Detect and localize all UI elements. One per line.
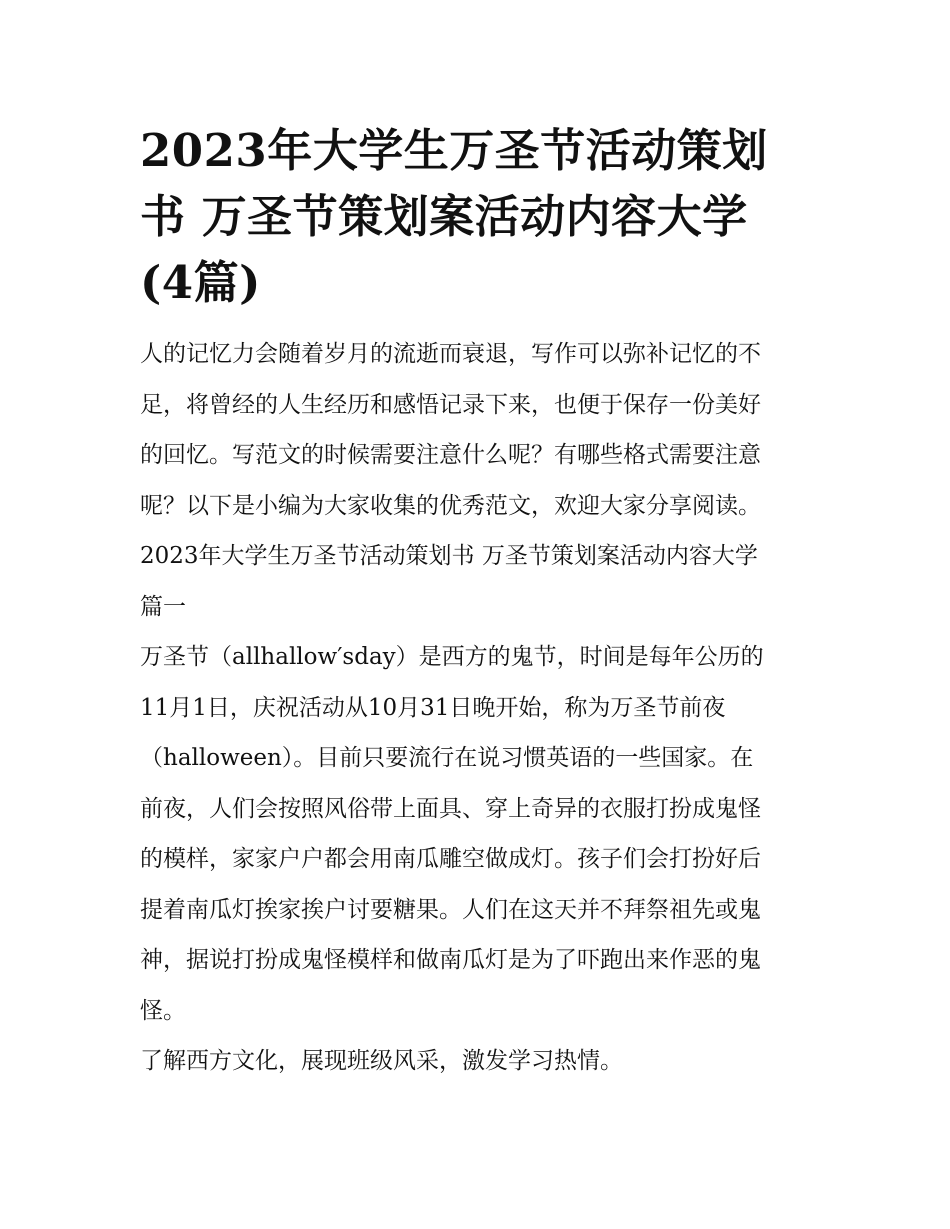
body-line: 前夜，人们会按照风俗带上面具、穿上奇异的衣服打扮成鬼怪 [140, 795, 761, 822]
intro-paragraph [140, 329, 816, 531]
title-line: 书 万圣节策划案活动内容大学 [140, 190, 748, 243]
intro-line: 呢？以下是小编为大家收集的优秀范文，欢迎大家分享阅读。 [140, 492, 761, 519]
title-line: 2023年大学生万圣节活动策划 [140, 124, 768, 177]
closing-line: 了解西方文化，展现班级风采，激发学习热情。 [140, 1048, 623, 1074]
section-heading-line: 2023年大学生万圣节活动策划书 万圣节策划案活动内容大学 [140, 543, 758, 569]
closing-paragraph [140, 1036, 816, 1087]
body-line: 的模样，家家户户都会用南瓜雕空做成灯。孩子们会打扮好后 [140, 846, 761, 872]
body-line: 神，据说打扮成鬼怪模样和做南瓜灯是为了吓跑出来作恶的鬼 [140, 947, 761, 973]
intro-line: 足，将曾经的人生经历和感悟记录下来，也便于保存一份美好 [140, 391, 761, 418]
body-line: 万圣节（allhallow′sday）是西方的鬼节，时间是每年公历的 [140, 644, 764, 670]
body-line: 11月1日，庆祝活动从10月31日晚开始，称为万圣节前夜 [140, 694, 726, 721]
body-line: 怪。 [140, 997, 186, 1024]
title-line: (4篇) [140, 256, 261, 309]
section-heading [140, 531, 816, 632]
intro-line: 人的记忆力会随着岁月的流逝而衰退，写作可以弥补记忆的不 [140, 341, 761, 367]
document-title [140, 118, 816, 316]
document-page [140, 118, 816, 1087]
intro-line: 的回忆。写范文的时候需要注意什么呢？有哪些格式需要注意 [140, 442, 761, 468]
body-paragraph [140, 632, 816, 1036]
body-line: 提着南瓜灯挨家挨户讨要糖果。人们在这天并不拜祭祖先或鬼 [140, 896, 761, 923]
section-heading-line: 篇一 [140, 593, 186, 620]
body-line: （halloween）。目前只要流行在说习惯英语的一些国家。在 [140, 745, 754, 771]
